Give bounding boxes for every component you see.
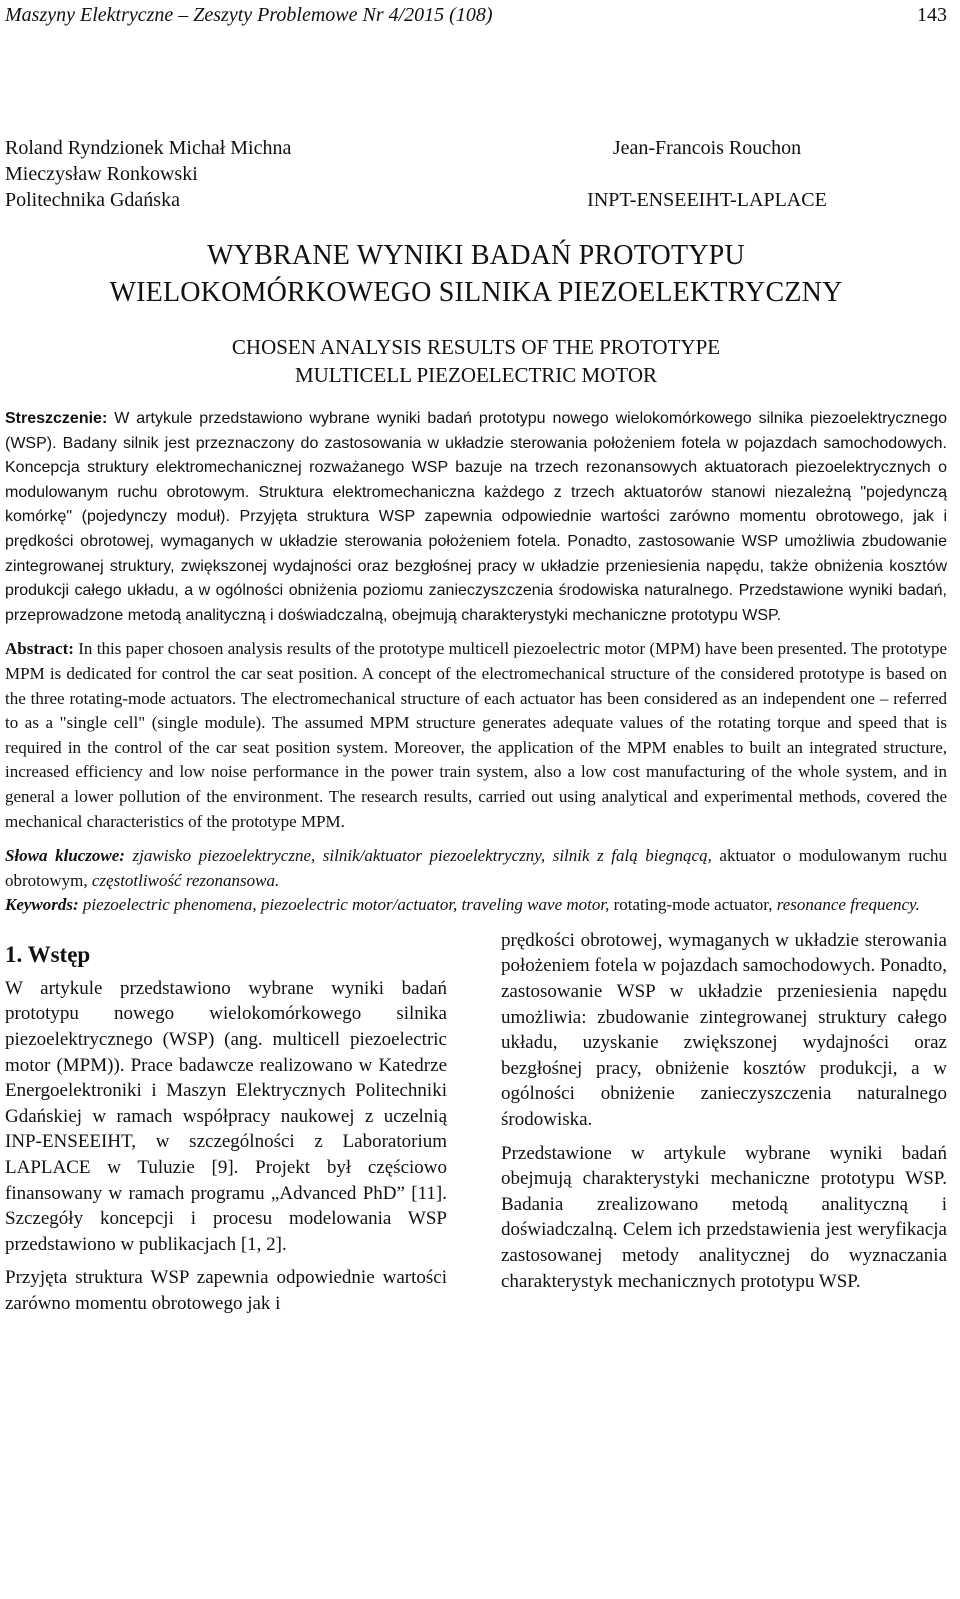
- intro-paragraph-3: prędkości obrotowej, wymaganych w układzie sterowania położeniem fotela w pojazdach samochodowych. Ponadto, zastosowanie WSP w układzie przeniesienia napędu umożliwia: zbudowanie zintegrowanej struktury całego układu, uzyskanie zwiększonej wydajności oraz bezgłośnej pracy, obniżenie kosztów produkcji, a w ogólności obniżenie zanieczyszczenia naturalnego środowiska.: [501, 929, 947, 1131]
- title-english-line-1: CHOSEN ANALYSIS RESULTS OF THE PROTOTYPE: [231, 335, 721, 359]
- author-name-right: Jean-Francois Rouchon: [612, 137, 802, 159]
- abstract-polish-label: Streszczenie:: [5, 410, 108, 427]
- author-names-2: Mieczysław Ronkowski: [5, 163, 198, 185]
- abstract-polish-text: W artykule przedstawiono wybrane wyniki badań prototypu nowego wielokomórkowego silnika piezoelektrycznego (WSP). Badany silnik jest przeznaczony do zastosowania w układzie sterowania położeniem fotela w pojazdach samochodowych. Koncepcja struktury elektromechanicznej rozważanego WSP bazuje na trzech rezonansowych aktuatorach piezoelektrycznych o modulowanym ruchu obrotowym. Struktura elektromechaniczna każdego z trzech aktuatorów stanowi niezależną "pojedynczą komórkę" (pojedynczy moduł). Przyjęta struktura WSP zapewnia odpowiednie wartości zarówno momentu obrotowego, jak i prędkości obrotowej, wymaganych w układzie sterowania położeniem fotela. Ponadto, zastosowanie WSP umożliwia zbudowanie zintegrowanej struktury, zwiększonej wydajności oraz bezgłośnej pracy w układzie przeniesienia napędu, także obniżenia kosztów produkcji całego układu, a w ogólności obniżenia poziomu zanieczyszczenia środowiska naturalnego. Przedstawione wyniki badań, przeprowadzone metodą analityczną i doświadczalną, obejmują charakterystyki mechaniczne prototypu WSP.: [5, 410, 947, 624]
- keywords-english-italic-2: resonance frequency.: [772, 895, 920, 915]
- body-column-right: [501, 928, 947, 1317]
- keywords-english-normal: rotating-mode actuator,: [609, 895, 773, 915]
- abstract-polish: [5, 407, 947, 628]
- author-names-1: Roland Ryndzionek Michał Michna: [5, 137, 292, 159]
- title-polish-line-1: WYBRANE WYNIKI BADAŃ PROTOTYPU: [207, 240, 745, 271]
- section-heading: 1. Wstęp: [5, 941, 91, 967]
- body-column-left: [5, 940, 447, 1317]
- title-english-line-2: MULTICELL PIEZOELECTRIC MOTOR: [294, 363, 658, 387]
- author-block: [5, 135, 947, 213]
- authors-left: [5, 135, 485, 213]
- keywords-english-label: Keywords:: [5, 895, 79, 915]
- keywords-polish-label: Słowa kluczowe:: [5, 846, 125, 866]
- affiliation-left: Politechnika Gdańska: [5, 189, 180, 211]
- keywords-polish-italic-1: zjawisko piezoelektryczne, silnik/aktuator piezoelektryczny, silnik z falą biegnącą,: [124, 846, 712, 866]
- affiliation-right: INPT-ENSEEIHT-LAPLACE: [587, 189, 827, 211]
- page-number: 143: [917, 4, 947, 26]
- title-polish: [5, 237, 947, 311]
- keywords-polish-italic-2: częstotliwość rezonansowa.: [87, 870, 280, 890]
- abstract-english: [5, 637, 947, 834]
- intro-paragraph-4: Przedstawione w artykule wybrane wyniki badań obejmują charakterystyki mechaniczne prototypu WSP. Badania zrealizowano metodą analityczną i doświadczalną. Celem ich przedstawienia jest weryfikacja zastosowanej metody analitycznej do wyznaczania charakterystyk mechanicznych prototypu WSP.: [501, 1142, 947, 1292]
- journal-title: Maszyny Elektryczne – Zeszyty Problemowe Nr 4/2015 (108): [5, 4, 493, 26]
- keywords-polish-normal: aktuator o modulowanym ruchu obrotowym,: [5, 846, 947, 890]
- intro-paragraph-1: W artykule przedstawiono wybrane wyniki badań prototypu nowego wielokomórkowego silnika piezoelektrycznego (WSP) (ang. multicell piezoelectric motor (MPM)). Prace badawcze realizowano w Katedrze Energoelektroniki i Maszyn Elektrycznych Politechniki Gdańskiej w ramach współpracy naukowej z uczelnią INP-ENSEEIHT, w szczególności z Laboratorium LAPLACE w Tuluzie [9]. Projekt był częściowo finansowany w ramach programu „Advanced PhD” [11]. Szczegóły koncepcji i procesu modelowania WSP przedstawiono w publikacjach [1, 2].: [5, 977, 447, 1255]
- abstract-english-text: In this paper chosoen analysis results of the prototype multicell piezoelectric motor (MPM) have been presented. The prototype MPM is dedicated for control the car seat position. A concept of the electromechanical structure of the considered prototype is based on the three rotating-mode actuators. The electromechanical structure of each actuator has been considered as an independent one – referred to as a "single cell" (single module). The assumed MPM structure generates adequate values of the rotating torque and speed that is required in the control of the car seat position system. Moreover, the application of the MPM enables to built an integrated structure, increased efficiency and low noise performance in the power train system, also a low cost manufacturing of the whole system, and in general a lower pollution of the environment. The research results, carried out using analytical and experimental methods, covered the mechanical characteristics of the prototype MPM.: [5, 639, 947, 831]
- intro-paragraph-2: Przyjęta struktura WSP zapewnia odpowiednie wartości zarówno momentu obrotowego jak i: [5, 1267, 447, 1314]
- abstract-english-label: Abstract:: [5, 639, 74, 659]
- title-english: [5, 333, 947, 389]
- authors-right: [507, 135, 947, 213]
- title-polish-line-2: WIELOKOMÓRKOWEGO SILNIKA PIEZOELEKTRYCZNY: [109, 277, 843, 308]
- keywords-polish: [5, 844, 947, 918]
- body-columns: [5, 929, 947, 1317]
- running-header: [5, 0, 947, 27]
- keywords-english-italic-1: piezoelectric phenomena, piezoelectric motor/actuator, traveling wave motor,: [78, 895, 610, 915]
